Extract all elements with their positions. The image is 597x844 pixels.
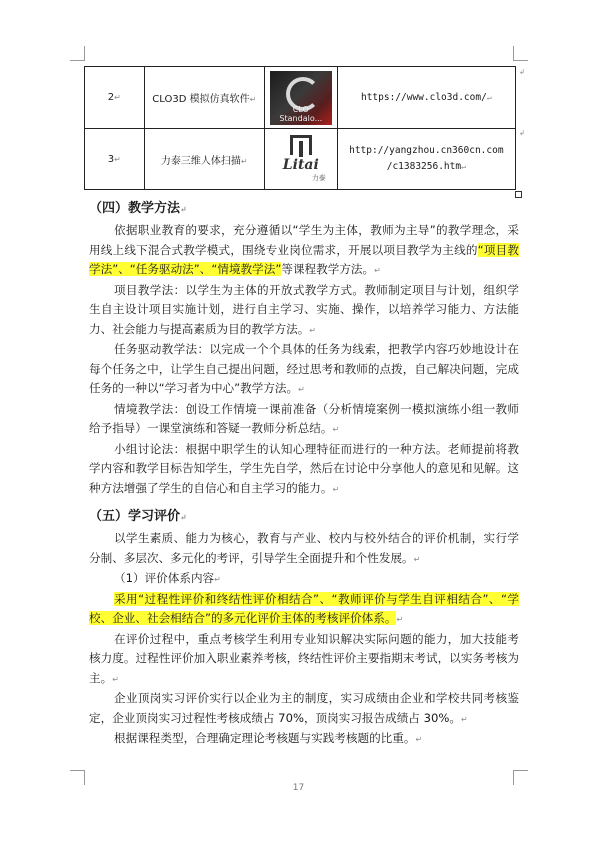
litai-logo-image: Litai 力泰 (270, 133, 332, 185)
highlighted-text: 采用“过程性评价和终结性评价相结合”、“教师评价与学生自评相结合”、“学校、企业、社会相结合”的多元化评价主体的考核评价体系。 (89, 591, 519, 625)
page-number: 17 (292, 783, 305, 793)
paragraph: 以学生素质、能力为核心，教育与产业、校内与校外结合的评价机制，实行学分制、多层次、多元化的考评，引导学生全面提升和个性发展。↵ (89, 531, 519, 565)
paragraph: 在评价过程中，重点考核学生利用专业知识解决实际问题的能力，加大技能考核力度。过程性评价加入职业素养考核，终结性评价主要指期末考试，以实务考核为主。↵ (89, 631, 519, 685)
row-number-cell[interactable]: 2↵ (85, 67, 145, 129)
table-row (85, 67, 516, 129)
paragraph: 情境教学法：创设工作情境一课前准备（分析情境案例一模拟演练小组一教师给予指导）一课堂演练和答疑一教师分析总结。↵ (89, 401, 519, 435)
section-heading: （四）教学方法↵ (89, 201, 187, 216)
section-heading: （五）学习评价↵ (89, 509, 187, 524)
software-name-cell[interactable]: CLO3D 模拟仿真软件↵ (144, 67, 264, 129)
url-cell[interactable]: http://yangzhou.cn360cn.com /c1383256.htm↵ (337, 129, 515, 190)
paragraph: 任务驱动教学法：以完成一个个具体的任务为线索，把教学内容巧妙地设计在每个任务之中，让学生自己提出问题，经过思考和教师的点拨，自己解决问题，完成任务的一种以“学习者为中心”教学方法。↵ (89, 342, 519, 395)
paragraph: 采用“过程性评价和终结性评价相结合”、“教师评价与学生自评相结合”、“学校、企业、社会相结合”的多元化评价主体的考核评价体系。↵ (89, 591, 519, 625)
body-text (89, 197, 519, 750)
url-link[interactable]: http://yangzhou.cn360cn.com (349, 145, 504, 156)
row-number-cell[interactable]: 3↵ (85, 129, 145, 190)
crop-mark-top-right (513, 46, 528, 61)
paragraph: 企业顶岗实习评价实行以企业为主的制度，实习成绩由企业和学校共同考核鉴定，企业顶岗实习过程性考核成绩占 70%，顶岗实习报告成绩占 30%。↵ (89, 691, 519, 725)
url-cell[interactable]: https://www.clo3d.com/↵ (337, 67, 515, 129)
row-end-mark: ↲ (519, 129, 525, 137)
crop-mark-top-left (70, 46, 85, 61)
litai-mark-icon (290, 135, 312, 155)
url-link[interactable]: https://www.clo3d.com/ (360, 91, 487, 103)
paragraph: 根据课程类型，合理确定理论考核题与实践考核题的比重。↵ (114, 731, 423, 745)
paragraph: 小组讨论法：根据中职学生的认知心理特征而进行的一种方法。老师提前将教学内容和教学目标告知学生，学生先自学，然后在讨论中分享他人的意见和见解。这种方法增强了学生的自信心和自主学习的能力。↵ (89, 441, 519, 495)
url-link-continued[interactable]: /c1383256.htm (386, 161, 462, 172)
logo-cell[interactable] (264, 67, 337, 129)
highlighted-text: “项目教学法”、“任务驱动法”、“情境教学法” (89, 242, 519, 276)
paragraph: 依据职业教育的要求，充分遵循以“学生为主体，教师为主导”的教学理念，采用线上线下混合式教学模式，围绕专业岗位需求，开展以项目教学为主线的“项目教学法”、“任务驱动法”、“情境教学法”等课程教学方法。↵ (89, 223, 519, 276)
row-end-mark: ↲ (519, 68, 525, 76)
subheading: （1）评价体系内容↵ (114, 571, 221, 585)
logo-cell[interactable] (264, 129, 337, 190)
paragraph: 项目教学法：以学生为主体的开放式教学方式。教师制定项目与计划，组织学生自主设计项目实施计划，进行自主学习、实施、操作，以培养学习能力、方法能力、社会能力与提高素质为目的教学方法。↵ (89, 282, 519, 336)
clo3d-logo-image: CLO Standalo... (270, 71, 332, 125)
resource-table (84, 66, 516, 190)
table-row (85, 129, 516, 190)
software-name-cell[interactable]: 力泰三维人体扫描↵ (144, 129, 264, 190)
